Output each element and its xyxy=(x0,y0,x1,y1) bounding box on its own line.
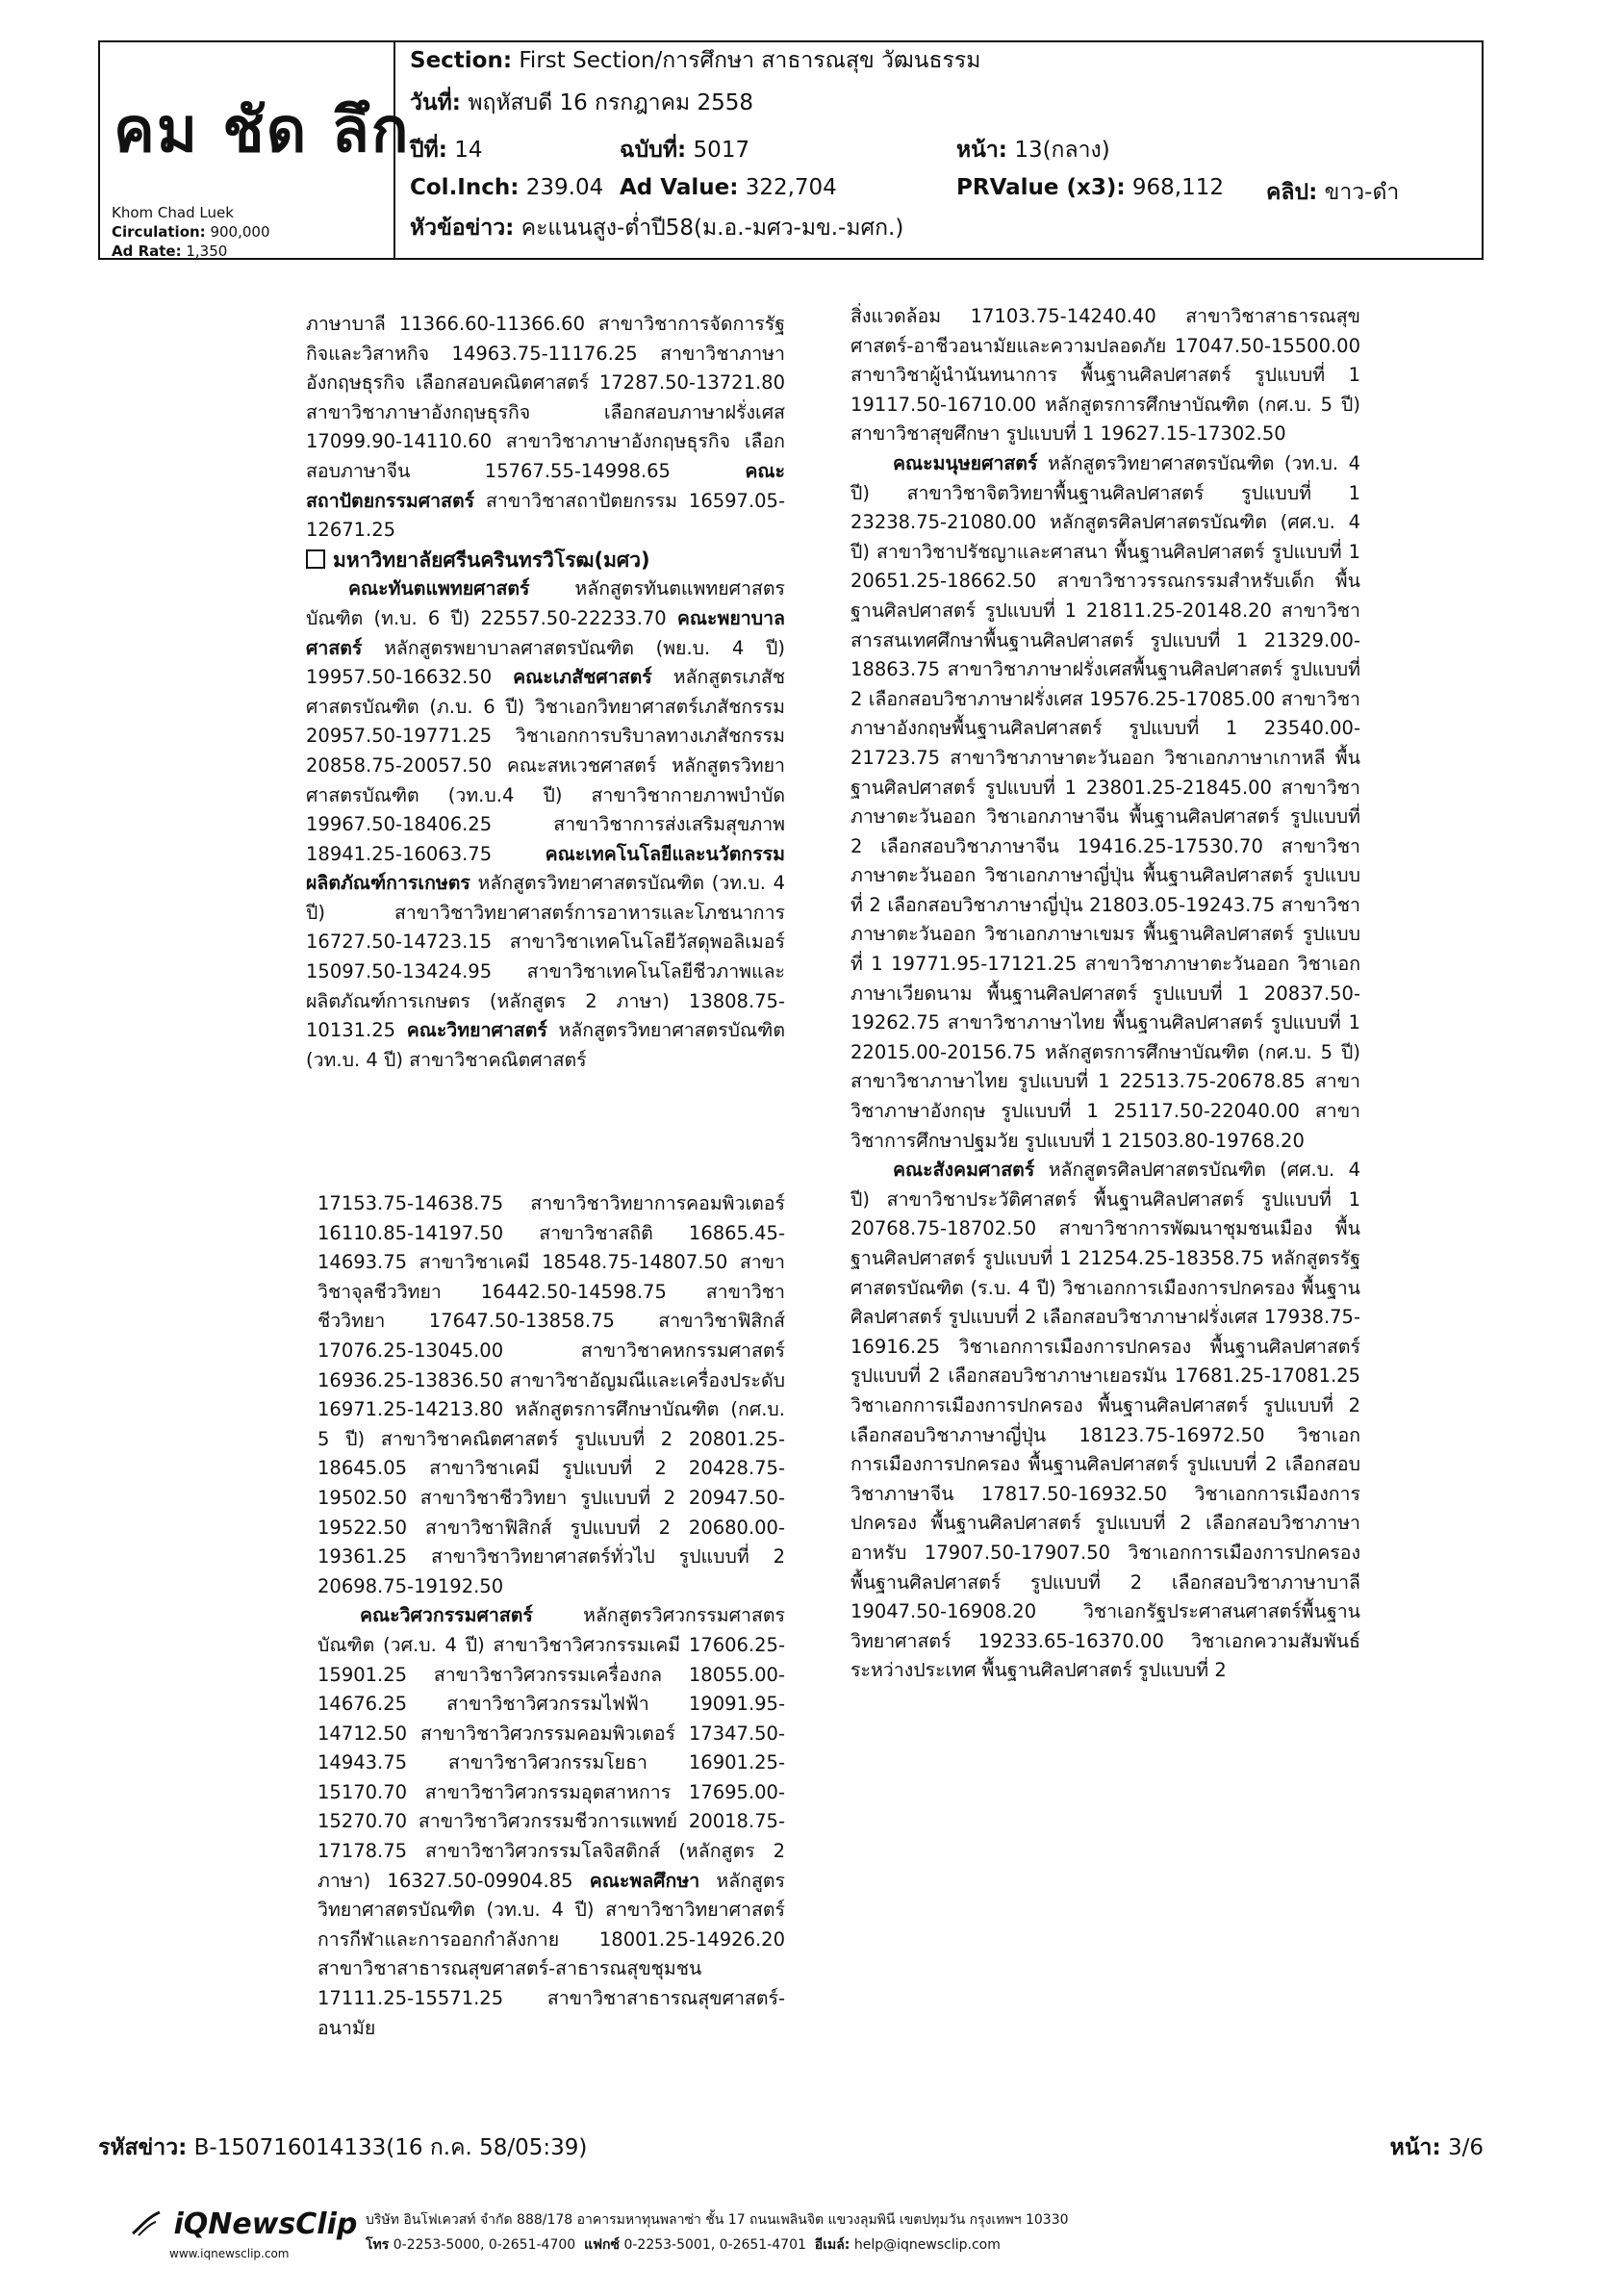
paragraph xyxy=(306,574,785,1075)
text-run: สิ่งแวดล้อม 17103.75-14240.40 สาขาวิชาสาธารณสุขศาสตร์-อาชีวอนามัยและความปลอดภัย 17047.50-15500.00 สาขาวิชาผู้นำนันทนาการ พื้นฐานศิลปศาสตร์ รูปแบบที่ 1 19117.50-16710.00 หลักสูตรการศึกษาบัณฑิต (กศ.บ. 5 ปี) สาขาวิชาสุขศึกษา รูปแบบที่ 1 19627.15-17302.50 xyxy=(850,305,1360,446)
year-label: ปีที่: xyxy=(410,138,447,163)
clip-header xyxy=(98,40,1484,260)
left-column-bottom xyxy=(317,1189,785,2043)
checkbox-icon xyxy=(306,549,325,569)
circulation xyxy=(112,223,270,241)
text-run: หลักสูตรพยาบาลศาสตรบัณฑิต (พย.บ. 4 ปี) 19957.50-16632.50 xyxy=(306,636,785,689)
page-count-label: หน้า: xyxy=(1389,2135,1441,2160)
brand-url: www.iqnewsclip.com xyxy=(169,2247,290,2260)
news-id-label: รหัสข่าว: xyxy=(98,2135,188,2160)
ad-rate-value: 1,350 xyxy=(186,242,228,260)
company-contact xyxy=(366,2234,1001,2256)
colinch-value: 239.04 xyxy=(525,175,604,200)
iqnewsclip-logo xyxy=(131,2207,357,2241)
issue-cell xyxy=(620,133,749,167)
paragraph xyxy=(850,449,1360,1156)
issue-label: ฉบับที่: xyxy=(620,138,687,163)
faculty-name: คณะทันตแพทยศาสตร์ xyxy=(348,577,530,600)
publication-box xyxy=(100,42,411,260)
left-column-top xyxy=(306,310,785,1075)
paragraph xyxy=(306,310,785,546)
text-run: หลักสูตรวิทยาศาสตรบัณฑิต (วท.บ. 4 ปี) สาขาวิชาวิทยาศาสตร์การกีฬาและการออกกำลังกาย 18001.25-14926.20 สาขาวิชาสาธารณสุขศาสตร์-สาธารณสุขชุมชน 17111.25-15571.25 สาขาวิชาสาธารณสุขศาสตร์-อนามัย xyxy=(317,1869,786,2039)
news-id-value: B-150716014133(16 ก.ค. 58/05:39) xyxy=(193,2135,588,2160)
text-run: หลักสูตรวิทยาศาสตรบัณฑิต (วท.บ. 4 ปี) สาขาวิชาคณิตศาสตร์ xyxy=(306,1019,785,1071)
clip-cell xyxy=(1266,175,1399,210)
faculty-name: คณะเภสัชศาสตร์ xyxy=(513,666,652,689)
page-cell xyxy=(956,133,1110,167)
colinch-label: Col.Inch: xyxy=(410,175,520,200)
headline-line xyxy=(410,216,903,242)
tel-value: 0-2253-5000, 0-2651-4700 xyxy=(393,2237,576,2253)
headline-label: หัวข้อข่าว: xyxy=(410,216,515,241)
date-label: วันที่: xyxy=(410,90,461,115)
text-run: สาขาวิชาสถาปัตยกรรม 16597.05-12671.25 xyxy=(306,489,785,542)
headline-value: คะแนนสูง-ต่ำปี58(ม.อ.-มศว-มข.-มศก.) xyxy=(520,216,904,241)
ad-rate xyxy=(112,242,227,260)
colinch-cell xyxy=(410,175,603,200)
text-run: หลักสูตรวิศวกรรมศาสตรบัณฑิต (วศ.บ. 4 ปี) สาขาวิชาวิศวกรรมเคมี 17606.25-15901.25 สาขาวิชาวิศวกรรมเครื่องกล 18055.00-14676.25 สาขาวิชาวิศวกรรมไฟฟ้า 19091.95-14712.50 สาขาวิชาวิศวกรรมคอมพิวเตอร์ 17347.50-14943.75 สาขาวิชาวิศวกรรมโยธา 16901.25-15170.70 สาขาวิชาวิศวกรรมอุตสาหการ 17695.00-15270.70 สาขาวิชาวิศวกรรมชีวการแพทย์ 20018.75-17178.75 สาขาวิชาวิศวกรรมโลจิสติกส์ (หลักสูตร 2 ภาษา) 16327.50-09904.85 xyxy=(317,1604,785,1892)
faculty-name: คณะพลศึกษา xyxy=(589,1869,700,1892)
text-run: หลักสูตรวิทยาศาสตรบัณฑิต (วท.บ. 4 ปี) สาขาวิชาจิตวิทยาพื้นฐานศิลปศาสตร์ รูปแบบที่ 1 23238.75-21080.00 หลักสูตรศิลปศาสตรบัณฑิต (ศศ.บ. 4 ปี) สาขาวิชาปรัชญาและศาสนา พื้นฐานศิลปศาสตร์ รูปแบบที่ 1 20651.25-18662.50 สาขาวิชาวรรณกรรมสำหรับเด็ก พื้นฐานศิลปศาสตร์ รูปแบบที่ 1 21811.25-20148.20 สาขาวิชาสารสนเทศศึกษาพื้นฐานศิลปศาสตร์ รูปแบบที่ 1 21329.00-18863.75 สาขาวิชาภาษาฝรั่งเศสพื้นฐานศิลปศาสตร์ รูปแบบที่ 2 เลือกสอบวิชาภาษาฝรั่งเศส 19576.25-17085.00 สาขาวิชาภาษาอังกฤษพื้นฐานศิลปศาสตร์ รูปแบบที่ 1 23540.00-21723.75 สาขาวิชาภาษาตะวันออก วิชาเอกภาษาเกาหลี พื้นฐานศิลปศาสตร์ รูปแบบที่ 1 23801.25-21845.00 สาขาวิชาภาษาตะวันออก วิชาเอกภาษาจีน พื้นฐานศิลปศาสตร์ รูปแบบที่ 2 เลือกสอบวิชาภาษาจีน 19416.25-17530.70 สาขาวิชาภาษาตะวันออก วิชาเอกภาษาญี่ปุ่น พื้นฐานศิลปศาสตร์ รูปแบบที่ 2 เลือกสอบวิชาภาษาญี่ปุ่น 21803.05-19243.75 สาขาวิชาภาษาตะวันออก วิชาเอกภาษาเขมร พื้นฐานศิลปศาสตร์ รูปแบบที่ 1 19771.95-17121.25 สาขาวิชาภาษาตะวันออก วิชาเอกภาษาเวียดนาม พื้นฐานศิลปศาสตร์ รูปแบบที่ 1 20837.50-19262.75 สาขาวิชาภาษาไทย พื้นฐานศิลปศาสตร์ รูปแบบที่ 1 22015.00-20156.75 หลักสูตรการศึกษาบัณฑิต (กศ.บ. 5 ปี) สาขาวิชาภาษาไทย รูปแบบที่ 1 22513.75-20678.85 สาขาวิชาภาษาอังกฤษ รูปแบบที่ 1 25117.50-22040.00 สาขาวิชาการศึกษาปฐมวัย รูปแบบที่ 1 21503.80-19768.20 xyxy=(850,451,1360,1152)
date-value: พฤหัสบดี 16 กรกฎาคม 2558 xyxy=(468,90,753,115)
faculty-name: คณะพยาบาลศาสตร์ xyxy=(306,606,786,659)
page-label: หน้า: xyxy=(956,138,1007,163)
text-run: หลักสูตรเภสัชศาสตรบัณฑิต (ภ.บ. 6 ปี) วิชาเอกวิทยาศาสตร์เภสัชกรรม 20957.50-19771.25 วิชาเอกการบริบาลทางเภสัชกรรม 20858.75-20057.50 คณะสหเวชศาสตร์ หลักสูตรวิทยาศาสตรบัณฑิต (วท.บ.4 ปี) สาขาวิชากายภาพบำบัด 19967.50-18406.25 สาขาวิชาการส่งเสริมสุขภาพ 18941.25-16063.75 xyxy=(306,666,786,865)
text-run: หลักสูตรศิลปศาสตรบัณฑิต (ศศ.บ. 4 ปี) สาขาวิชาประวัติศาสตร์ พื้นฐานศิลปศาสตร์ รูปแบบที่ 1 20768.75-18702.50 สาขาวิชาการพัฒนาชุมชนเมือง พื้นฐานศิลปศาสตร์ รูปแบบที่ 1 21254.25-18358.75 หลักสูตรรัฐศาสตรบัณฑิต (ร.บ. 4 ปี) วิชาเอกการเมืองการปกครอง พื้นฐานศิลปศาสตร์ รูปแบบที่ 2 เลือกสอบวิชาภาษาฝรั่งเศส 17938.75-16916.25 วิชาเอกการเมืองการปกครอง พื้นฐานศิลปศาสตร์ รูปแบบที่ 2 เลือกสอบวิชาภาษาเยอรมัน 17681.25-17081.25 วิชาเอกการเมืองการปกครอง พื้นฐานศิลปศาสตร์ รูปแบบที่ 2 เลือกสอบวิชาภาษาญี่ปุ่น 18123.75-16972.50 วิชาเอกการเมืองการปกครอง พื้นฐานศิลปศาสตร์ รูปแบบที่ 2 เลือกสอบวิชาภาษาจีน 17817.50-16932.50 วิชาเอกการเมืองการปกครอง พื้นฐานศิลปศาสตร์ รูปแบบที่ 2 เลือกสอบวิชาภาษาอาหรับ 17907.50-17907.50 วิชาเอกการเมืองการปกครอง พื้นฐานศิลปศาสตร์ รูปแบบที่ 2 เลือกสอบวิชาภาษาบาลี 19047.50-16908.20 วิชาเอกรัฐประศาสนศาสตร์พื้นฐานวิทยาศาสตร์ 19233.65-16370.00 วิชาเอกความสัมพันธ์ระหว่างประเทศ พื้นฐานศิลปศาสตร์ รูปแบบที่ 2 xyxy=(850,1159,1361,1682)
publication-name: Khom Chad Luek xyxy=(112,204,234,221)
advalue-label: Ad Value: xyxy=(620,175,739,200)
prvalue-value: 968,112 xyxy=(1131,175,1224,200)
year-value: 14 xyxy=(454,138,483,163)
prvalue-cell xyxy=(956,175,1224,200)
faculty-name: คณะสังคมศาสตร์ xyxy=(893,1159,1035,1182)
brand-swoosh-icon xyxy=(131,2210,164,2237)
text-run: ภาษาบาลี 11366.60-11366.60 สาขาวิชาการจัดการรัฐกิจและวิสาหกิจ 14963.75-11176.25 สาขาวิชาภาษาอังกฤษธุรกิจ เลือกสอบคณิตศาสตร์ 17287.50-13721.80 สาขาวิชาภาษาอังกฤษธุรกิจ เลือกสอบภาษาฝรั่งเศส 17099.90-14110.60 สาขาวิชาภาษาอังกฤษธุรกิจ เลือกสอบภาษาจีน 15767.55-14998.65 xyxy=(306,313,785,482)
newspaper-logo: คม ชัด ลึก xyxy=(114,95,411,166)
clip-label: คลิป: xyxy=(1266,180,1318,205)
faculty-name: คณะมนุษยศาสตร์ xyxy=(893,451,1038,474)
faculty-name: คณะวิศวกรรมศาสตร์ xyxy=(360,1604,533,1627)
page-count-value: 3/6 xyxy=(1447,2135,1484,2160)
paragraph xyxy=(850,1156,1360,1686)
prvalue-label: PRValue (x3): xyxy=(956,175,1126,200)
email-value: help@iqnewsclip.com xyxy=(853,2237,1001,2253)
page-value: 13(กลาง) xyxy=(1014,138,1110,163)
university-heading xyxy=(306,546,785,575)
section-label: Section: xyxy=(410,48,513,73)
clip-value: ขาว-ดำ xyxy=(1324,180,1400,205)
faculty-name: คณะวิทยาศาสตร์ xyxy=(406,1019,547,1042)
email-label: อีเมล์: xyxy=(814,2237,850,2253)
company-address: บริษัท อินโฟเควสท์ จำกัด 888/178 อาคารมหาทุนพลาซ่า ชั้น 17 ถนนเพลินจิต แขวงลุมพินี เขตปทุมวัน กรุงเทพฯ 10330 xyxy=(366,2212,1069,2228)
section-value: First Section/การศึกษา สาธารณสุข วัฒนธรรม xyxy=(519,48,981,73)
fax-label: แฟกซ์ xyxy=(584,2237,620,2253)
ad-rate-label: Ad Rate: xyxy=(112,242,182,260)
issue-value: 5017 xyxy=(693,138,750,163)
advalue-cell xyxy=(620,175,837,200)
news-id xyxy=(98,2130,587,2165)
fax-value: 0-2253-5001, 0-2651-4701 xyxy=(623,2237,806,2253)
date-line xyxy=(410,90,753,117)
year-cell xyxy=(410,133,483,167)
section-line xyxy=(410,48,980,75)
faculty-name: คณะสถาปัตยกรรมศาสตร์ xyxy=(306,459,785,512)
paragraph xyxy=(317,1189,785,1601)
university-title: มหาวิทยาลัยศรีนครินทรวิโรฒ(มศว) xyxy=(333,548,650,572)
paragraph xyxy=(850,302,1360,449)
text-run: หลักสูตรทันตแพทยศาสตรบัณฑิต (ท.บ. 6 ปี) 22557.50-22233.70 xyxy=(306,577,785,629)
page-count xyxy=(1390,2130,1484,2165)
tel-label: โทร xyxy=(366,2237,390,2253)
text-run: 17153.75-14638.75 สาขาวิชาวิทยาการคอมพิวเตอร์ 16110.85-14197.50 สาขาวิชาสถิติ 16865.45-14693.75 สาขาวิชาเคมี 18548.75-14807.50 สาขาวิชาจุลชีววิทยา 16442.50-14598.75 สาขาวิชาชีววิทยา 17647.50-13858.75 สาขาวิชาฟิสิกส์ 17076.25-13045.00 สาขาวิชาคหกรรมศาสตร์ 16936.25-13836.50 สาขาวิชาอัญมณีและเครื่องประดับ 16971.25-14213.80 หลักสูตรการศึกษาบัณฑิต (กศ.บ. 5 ปี) สาขาวิชาคณิตศาสตร์ รูปแบบที่ 2 20801.25-18645.05 สาขาวิชาเคมี รูปแบบที่ 2 20428.75-19502.50 สาขาวิชาชีววิทยา รูปแบบที่ 2 20947.50-19522.50 สาขาวิชาฟิสิกส์ รูปแบบที่ 2 20680.00-19361.25 สาขาวิชาวิทยาศาสตร์ทั่วไป รูปแบบที่ 2 20698.75-19192.50 xyxy=(317,1192,785,1597)
clip-metadata xyxy=(400,42,1482,258)
faculty-name: คณะเทคโนโลยีและนวัตกรรมผลิตภัณฑ์การเกษตร xyxy=(306,842,785,895)
circulation-label: Circulation: xyxy=(112,223,206,241)
circulation-value: 900,000 xyxy=(210,223,270,241)
text-run: หลักสูตรวิทยาศาสตรบัณฑิต (วท.บ. 4 ปี) สาขาวิชาวิทยาศาสตร์การอาหารและโภชนาการ 16727.50-14723.15 สาขาวิชาเทคโนโลยีวัสดุพอลิเมอร์ 15097.50-13424.95 สาขาวิชาเทคโนโลยีชีวภาพและผลิตภัณฑ์การเกษตร (หลักสูตร 2 ภาษา) 13808.75-10131.25 xyxy=(306,872,785,1042)
brand-name: iQNewsClip xyxy=(173,2207,358,2241)
right-column xyxy=(850,302,1360,1686)
paragraph xyxy=(317,1601,785,2043)
advalue-value: 322,704 xyxy=(745,175,837,200)
